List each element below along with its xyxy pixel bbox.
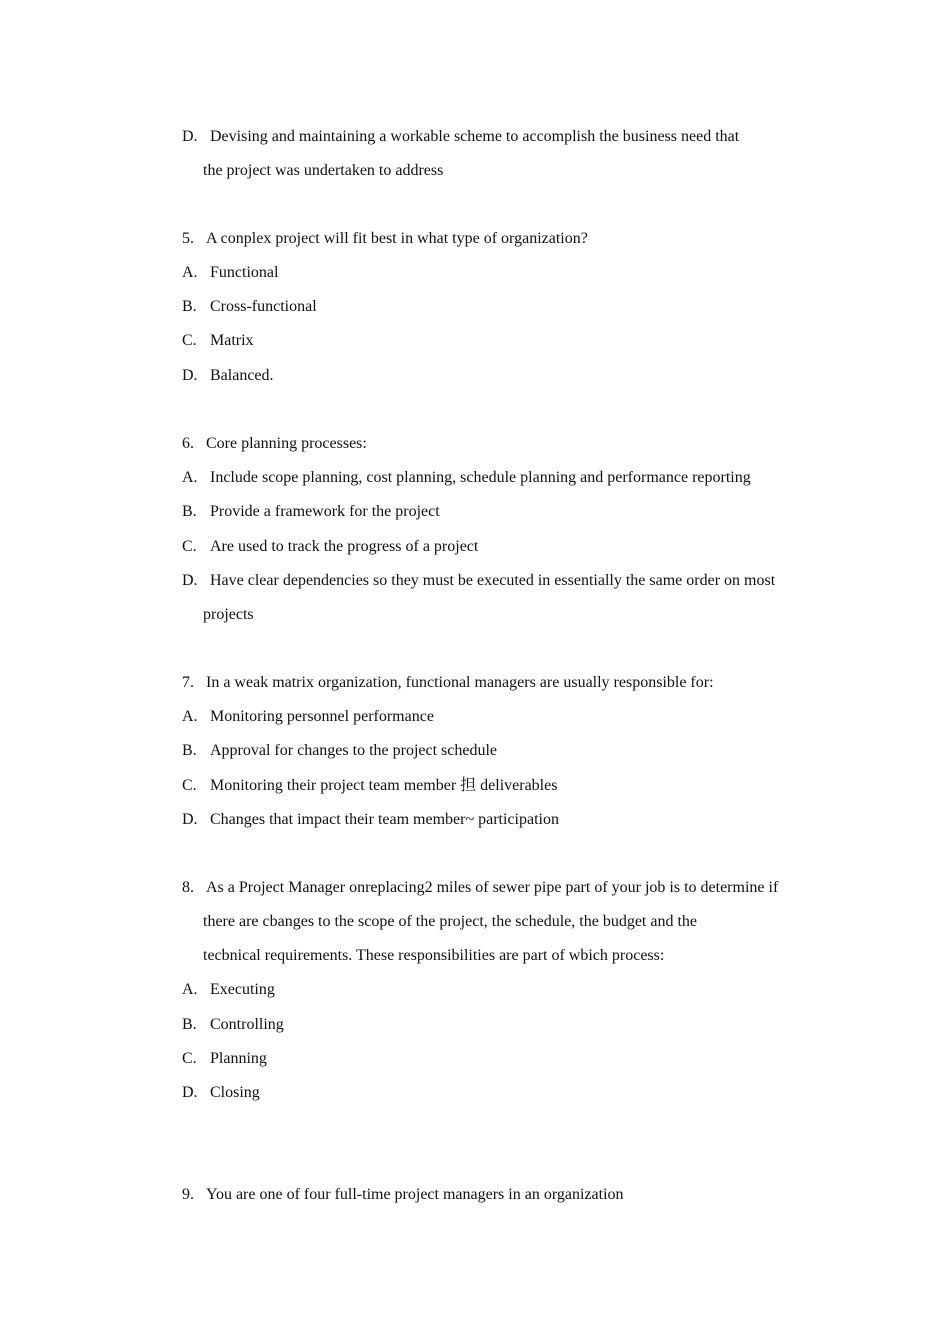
question-text-continuation: tecbnical requirements. These responsibilities are part of wbich process: [203, 947, 665, 964]
q6-option-d [182, 571, 775, 591]
option-text: Have clear dependencies so they must be executed in essentially the same order on most [210, 572, 776, 589]
option-label: D. [182, 811, 198, 828]
q8-option-a [182, 980, 275, 1000]
option-label: A. [182, 264, 198, 281]
option-text: Controlling [210, 1016, 284, 1033]
option-label: C. [182, 538, 197, 555]
q8-option-c [182, 1049, 267, 1069]
question-number: 7. [182, 674, 194, 691]
q7-option-b [182, 741, 497, 761]
option-text: Approval for changes to the project schedule [210, 742, 498, 759]
question-text: A conplex project will fit best in what type of organization? [206, 230, 588, 247]
option-text: Devising and maintaining a workable scheme to accomplish the business need that [210, 128, 740, 145]
q8-question-continuation-2 [203, 946, 664, 966]
option-label: A. [182, 981, 198, 998]
option-label: D. [182, 1084, 198, 1101]
option-text: Include scope planning, cost planning, schedule planning and performance reporting [210, 469, 751, 486]
q9-question [182, 1185, 624, 1205]
q5-option-c [182, 331, 254, 351]
q6-question [182, 434, 367, 454]
option-text: Cross-functional [210, 298, 317, 315]
q7-option-d [182, 810, 559, 830]
option-label: C. [182, 777, 197, 794]
option-label: B. [182, 1016, 197, 1033]
q5-question [182, 229, 588, 249]
question-text: You are one of four full-time project managers in an organization [206, 1186, 624, 1203]
option-label: B. [182, 298, 197, 315]
question-text: In a weak matrix organization, functional managers are usually responsible for: [206, 674, 714, 691]
option-text: Changes that impact their team member~ participation [210, 811, 559, 828]
q7-question [182, 673, 714, 693]
option-label: D. [182, 572, 198, 589]
option-text: Provide a framework for the project [210, 503, 440, 520]
question-text: Core planning processes: [206, 435, 367, 452]
q8-option-d [182, 1083, 260, 1103]
option-text: Are used to track the progress of a project [210, 538, 479, 555]
option-label: A. [182, 469, 198, 486]
question-text: As a Project Manager onreplacing2 miles of sewer pipe part of your job is to determine if [206, 879, 779, 896]
q5-option-a [182, 263, 278, 283]
option-text: Matrix [210, 332, 254, 349]
option-label: C. [182, 1050, 197, 1067]
q6-option-b [182, 502, 440, 522]
option-label: C. [182, 332, 197, 349]
option-text: Balanced. [210, 367, 274, 384]
option-label: B. [182, 742, 197, 759]
q8-question-continuation-1 [203, 912, 697, 932]
q6-option-a [182, 468, 751, 488]
option-label: D. [182, 367, 198, 384]
q6-option-c [182, 537, 478, 557]
question-number: 9. [182, 1186, 194, 1203]
option-text: Closing [210, 1084, 260, 1101]
q8-option-b [182, 1015, 284, 1035]
question-number: 8. [182, 879, 194, 896]
q5-option-b [182, 297, 317, 317]
option-text: Monitoring their project team member 担 deliverables [210, 777, 558, 794]
q8-question [182, 878, 778, 898]
option-text: Monitoring personnel performance [210, 708, 434, 725]
q4-option-d [182, 127, 739, 147]
option-text: Planning [210, 1050, 267, 1067]
question-text-continuation: there are cbanges to the scope of the project, the schedule, the budget and the [203, 913, 698, 930]
option-label: D. [182, 128, 198, 145]
q7-option-c [182, 776, 557, 796]
option-text: Functional [210, 264, 279, 281]
option-text-continuation: projects [203, 606, 254, 623]
option-text: Executing [210, 981, 275, 998]
q6-option-d-continuation [203, 605, 254, 625]
question-number: 5. [182, 230, 194, 247]
option-text-continuation: the project was undertaken to address [203, 162, 444, 179]
question-number: 6. [182, 435, 194, 452]
q5-option-d [182, 366, 274, 386]
option-label: B. [182, 503, 197, 520]
option-label: A. [182, 708, 198, 725]
q7-option-a [182, 707, 434, 727]
q4-option-d-continuation [203, 161, 443, 181]
